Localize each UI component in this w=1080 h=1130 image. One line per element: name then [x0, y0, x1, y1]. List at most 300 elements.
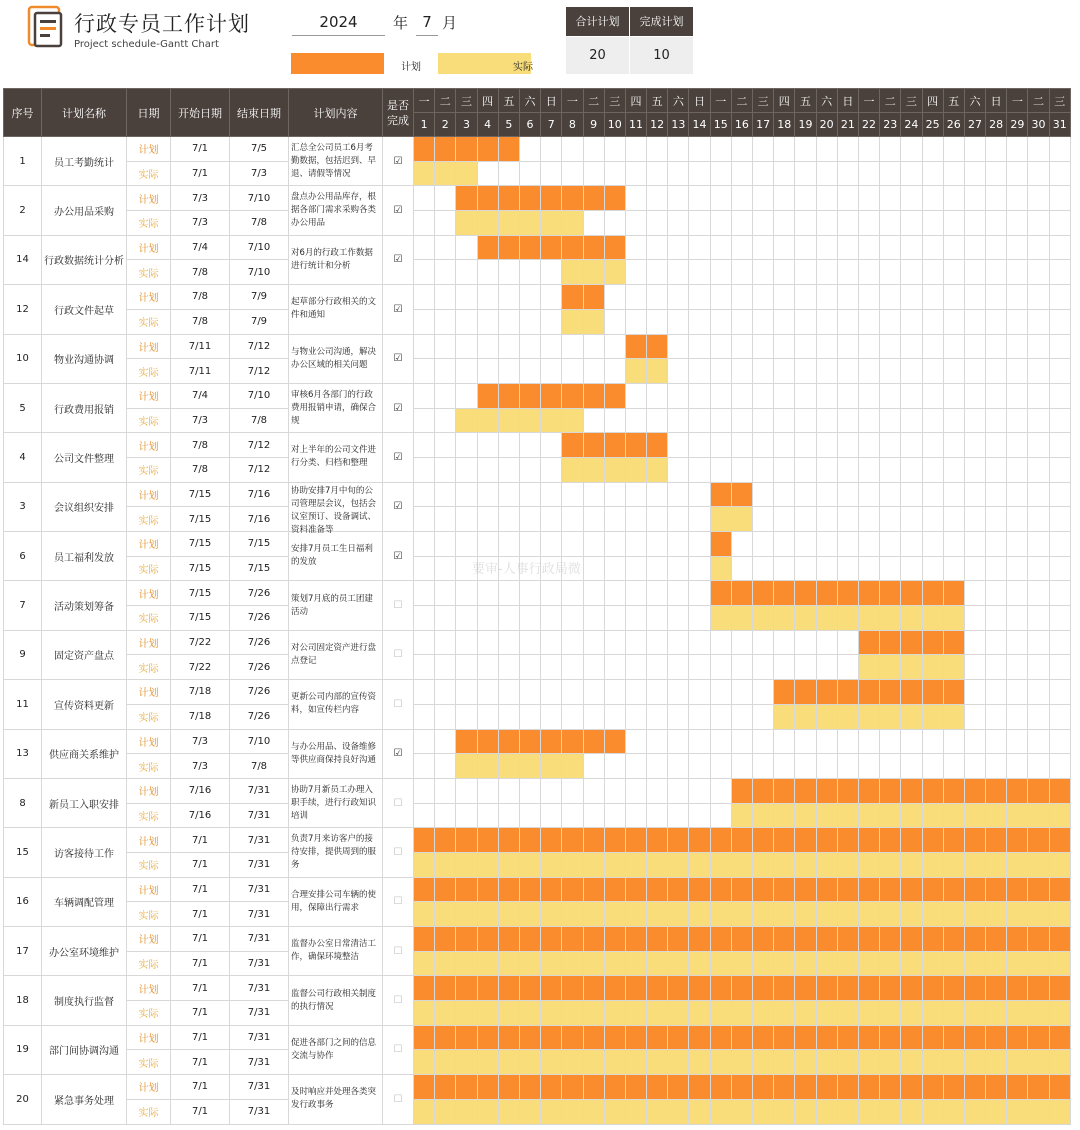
actual-day-cell: [795, 852, 816, 877]
actual-day-cell: [880, 1050, 901, 1075]
actual-day-cell: [858, 754, 879, 779]
year-field[interactable]: 2024: [292, 10, 385, 36]
actual-day-cell: [541, 211, 562, 236]
actual-end-date: 7/8: [230, 408, 289, 433]
plan-day-cell: [858, 828, 879, 853]
task-name: 员工考勤统计: [42, 137, 127, 186]
plan-day-cell: [625, 729, 646, 754]
actual-day-cell: [604, 408, 625, 433]
plan-day-cell: [795, 828, 816, 853]
actual-day-cell: [604, 951, 625, 976]
plan-day-cell: [604, 927, 625, 952]
plan-day-cell: [922, 1075, 943, 1100]
plan-day-cell: [414, 1025, 435, 1050]
plan-day-cell: [837, 186, 858, 211]
done-checkbox[interactable]: ☑: [383, 729, 414, 778]
task-seq: 2: [4, 186, 42, 235]
plan-day-cell: [710, 334, 731, 359]
plan-day-cell: [647, 976, 668, 1001]
actual-day-cell: [456, 951, 477, 976]
plan-day-cell: [541, 630, 562, 655]
weekday-header: 六: [519, 89, 540, 113]
plan-day-cell: [1049, 877, 1070, 902]
plan-day-cell: [562, 581, 583, 606]
actual-day-cell: [668, 754, 689, 779]
plan-day-cell: [880, 137, 901, 162]
actual-day-cell: [435, 1050, 456, 1075]
done-checkbox[interactable]: ☐: [383, 1025, 414, 1074]
actual-day-cell: [837, 655, 858, 680]
plan-day-cell: [435, 630, 456, 655]
plan-day-cell: [689, 285, 710, 310]
actual-label: 实际: [127, 704, 171, 729]
actual-day-cell: [837, 161, 858, 186]
plan-day-cell: [1028, 334, 1049, 359]
plan-start-date: 7/15: [171, 482, 230, 507]
actual-day-cell: [901, 309, 922, 334]
plan-day-cell: [519, 976, 540, 1001]
actual-day-cell: [604, 902, 625, 927]
plan-day-cell: [837, 334, 858, 359]
actual-day-cell: [710, 260, 731, 285]
actual-day-cell: [414, 457, 435, 482]
actual-label: 实际: [127, 457, 171, 482]
actual-day-cell: [816, 852, 837, 877]
actual-day-cell: [816, 161, 837, 186]
task-content-text: 合理安排公司车辆的使用，保障出行需求: [291, 889, 377, 913]
task-seq: 11: [4, 680, 42, 729]
actual-day-cell: [583, 408, 604, 433]
plan-day-cell: [816, 581, 837, 606]
plan-day-cell: [731, 285, 752, 310]
plan-day-cell: [986, 877, 1007, 902]
plan-day-cell: [880, 778, 901, 803]
actual-day-cell: [922, 408, 943, 433]
plan-start-date: 7/18: [171, 680, 230, 705]
plan-label: 计划: [127, 482, 171, 507]
task-seq: 7: [4, 581, 42, 630]
actual-day-cell: [986, 161, 1007, 186]
actual-day-cell: [1049, 1099, 1070, 1124]
done-checkbox[interactable]: ☑: [383, 532, 414, 581]
task-content: [289, 778, 383, 827]
done-checkbox[interactable]: ☐: [383, 1075, 414, 1124]
plan-day-cell: [689, 334, 710, 359]
plan-day-cell: [880, 235, 901, 260]
month-field[interactable]: 7: [416, 10, 438, 36]
plan-day-cell: [519, 334, 540, 359]
actual-day-cell: [774, 161, 795, 186]
done-checkbox[interactable]: ☐: [383, 828, 414, 877]
task-seq: 13: [4, 729, 42, 778]
plan-day-cell: [858, 235, 879, 260]
actual-day-cell: [689, 359, 710, 384]
actual-day-cell: [753, 260, 774, 285]
plan-day-cell: [964, 680, 985, 705]
done-checkbox[interactable]: ☑: [383, 433, 414, 482]
actual-day-cell: [795, 309, 816, 334]
actual-day-cell: [435, 556, 456, 581]
actual-day-cell: [964, 754, 985, 779]
actual-day-cell: [837, 852, 858, 877]
plan-start-date: 7/4: [171, 235, 230, 260]
plan-day-cell: [414, 235, 435, 260]
plan-day-cell: [562, 235, 583, 260]
plan-day-cell: [689, 581, 710, 606]
actual-day-cell: [816, 1099, 837, 1124]
plan-day-cell: [583, 1075, 604, 1100]
actual-day-cell: [880, 260, 901, 285]
plan-day-cell: [731, 828, 752, 853]
plan-day-cell: [668, 235, 689, 260]
plan-day-cell: [625, 877, 646, 902]
plan-day-cell: [710, 680, 731, 705]
actual-day-cell: [922, 556, 943, 581]
legend-plan-label: 计划: [401, 62, 421, 73]
actual-day-cell: [414, 556, 435, 581]
done-checkbox[interactable]: ☐: [383, 976, 414, 1025]
plan-day-cell: [1007, 383, 1028, 408]
plan-day-cell: [625, 334, 646, 359]
actual-day-cell: [647, 161, 668, 186]
plan-day-cell: [774, 680, 795, 705]
day-header: 10: [604, 113, 625, 137]
plan-day-cell: [1049, 630, 1070, 655]
plan-day-cell: [498, 680, 519, 705]
actual-day-cell: [456, 852, 477, 877]
plan-day-cell: [562, 137, 583, 162]
weekday-header: 五: [647, 89, 668, 113]
plan-day-cell: [477, 927, 498, 952]
actual-day-cell: [456, 309, 477, 334]
task-content: [289, 532, 383, 581]
plan-day-cell: [731, 137, 752, 162]
actual-day-cell: [583, 902, 604, 927]
done-checkbox[interactable]: ☑: [383, 334, 414, 383]
plan-start-date: 7/8: [171, 433, 230, 458]
plan-day-cell: [604, 235, 625, 260]
task-row-plan: [4, 877, 1071, 902]
plan-day-cell: [922, 235, 943, 260]
actual-day-cell: [604, 457, 625, 482]
actual-day-cell: [774, 1050, 795, 1075]
actual-day-cell: [816, 211, 837, 236]
plan-day-cell: [456, 532, 477, 557]
plan-day-cell: [583, 828, 604, 853]
actual-day-cell: [604, 1099, 625, 1124]
plan-day-cell: [519, 877, 540, 902]
actual-day-cell: [731, 457, 752, 482]
done-checkbox[interactable]: ☐: [383, 877, 414, 926]
plan-day-cell: [604, 828, 625, 853]
actual-end-date: 7/3: [230, 161, 289, 186]
plan-day-cell: [774, 1075, 795, 1100]
actual-day-cell: [710, 556, 731, 581]
actual-day-cell: [1028, 852, 1049, 877]
actual-day-cell: [562, 507, 583, 532]
done-checkbox[interactable]: ☑: [383, 482, 414, 531]
actual-end-date: 7/31: [230, 951, 289, 976]
plan-day-cell: [880, 433, 901, 458]
actual-day-cell: [795, 161, 816, 186]
actual-day-cell: [858, 704, 879, 729]
actual-day-cell: [541, 309, 562, 334]
plan-day-cell: [964, 927, 985, 952]
plan-day-cell: [647, 877, 668, 902]
plan-day-cell: [774, 828, 795, 853]
actual-day-cell: [774, 507, 795, 532]
plan-day-cell: [964, 383, 985, 408]
actual-day-cell: [880, 902, 901, 927]
plan-day-cell: [519, 630, 540, 655]
plan-day-cell: [583, 235, 604, 260]
actual-start-date: 7/16: [171, 803, 230, 828]
plan-day-cell: [1007, 630, 1028, 655]
plan-day-cell: [647, 334, 668, 359]
done-checkbox[interactable]: ☑: [383, 186, 414, 235]
plan-day-cell: [625, 828, 646, 853]
plan-day-cell: [1007, 334, 1028, 359]
plan-day-cell: [943, 334, 964, 359]
plan-day-cell: [922, 433, 943, 458]
plan-day-cell: [625, 482, 646, 507]
plan-day-cell: [604, 778, 625, 803]
actual-day-cell: [1049, 606, 1070, 631]
plan-day-cell: [774, 383, 795, 408]
plan-day-cell: [625, 137, 646, 162]
plan-day-cell: [689, 137, 710, 162]
plan-day-cell: [710, 482, 731, 507]
plan-day-cell: [583, 532, 604, 557]
actual-day-cell: [964, 556, 985, 581]
task-content-text: 与办公用品、设备维修等供应商保持良好沟通: [291, 741, 377, 765]
actual-day-cell: [498, 457, 519, 482]
actual-label: 实际: [127, 408, 171, 433]
task-content-text: 安排7月员工生日福利的发放: [291, 544, 373, 568]
plan-day-cell: [414, 1075, 435, 1100]
task-content: [289, 877, 383, 926]
plan-day-cell: [731, 383, 752, 408]
actual-day-cell: [498, 754, 519, 779]
actual-start-date: 7/22: [171, 655, 230, 680]
plan-end-date: 7/15: [230, 532, 289, 557]
plan-end-date: 7/12: [230, 433, 289, 458]
task-content-text: 起草部分行政相关的文件和通知: [291, 297, 377, 321]
actual-day-cell: [964, 260, 985, 285]
weekday-header: 三: [604, 89, 625, 113]
task-row-actual: [4, 754, 1071, 779]
plan-day-cell: [901, 927, 922, 952]
weekday-header: 六: [964, 89, 985, 113]
actual-day-cell: [795, 803, 816, 828]
actual-day-cell: [498, 211, 519, 236]
plan-day-cell: [986, 630, 1007, 655]
plan-day-cell: [795, 482, 816, 507]
actual-day-cell: [774, 211, 795, 236]
actual-day-cell: [1007, 655, 1028, 680]
actual-day-cell: [477, 951, 498, 976]
plan-day-cell: [541, 1075, 562, 1100]
plan-day-cell: [625, 1025, 646, 1050]
actual-day-cell: [964, 457, 985, 482]
actual-day-cell: [689, 754, 710, 779]
actual-label: 实际: [127, 1099, 171, 1124]
actual-day-cell: [498, 309, 519, 334]
actual-day-cell: [625, 309, 646, 334]
plan-day-cell: [943, 927, 964, 952]
actual-day-cell: [477, 1001, 498, 1026]
plan-day-cell: [1049, 186, 1070, 211]
plan-day-cell: [668, 1075, 689, 1100]
done-checkbox[interactable]: ☐: [383, 680, 414, 729]
actual-day-cell: [753, 211, 774, 236]
plan-day-cell: [795, 334, 816, 359]
plan-day-cell: [816, 630, 837, 655]
actual-day-cell: [858, 902, 879, 927]
done-checkbox[interactable]: ☐: [383, 927, 414, 976]
plan-day-cell: [519, 285, 540, 310]
actual-day-cell: [625, 408, 646, 433]
actual-day-cell: [647, 211, 668, 236]
actual-day-cell: [837, 1050, 858, 1075]
task-content: [289, 285, 383, 334]
plan-day-cell: [647, 186, 668, 211]
plan-day-cell: [498, 729, 519, 754]
actual-day-cell: [435, 161, 456, 186]
day-header: 7: [541, 113, 562, 137]
done-checkbox[interactable]: ☐: [383, 630, 414, 679]
actual-day-cell: [795, 408, 816, 433]
day-header: 2: [435, 113, 456, 137]
plan-day-cell: [837, 581, 858, 606]
actual-day-cell: [753, 902, 774, 927]
plan-day-cell: [1028, 828, 1049, 853]
plan-day-cell: [943, 1075, 964, 1100]
plan-day-cell: [456, 1075, 477, 1100]
actual-day-cell: [795, 1099, 816, 1124]
done-checkbox[interactable]: ☐: [383, 778, 414, 827]
plan-day-cell: [901, 1025, 922, 1050]
plan-day-cell: [477, 877, 498, 902]
plan-day-cell: [986, 680, 1007, 705]
actual-day-cell: [795, 1001, 816, 1026]
plan-day-cell: [774, 976, 795, 1001]
plan-end-date: 7/10: [230, 186, 289, 211]
actual-day-cell: [710, 606, 731, 631]
plan-end-date: 7/31: [230, 1075, 289, 1100]
actual-day-cell: [837, 754, 858, 779]
actual-day-cell: [858, 606, 879, 631]
plan-day-cell: [1049, 235, 1070, 260]
plan-day-cell: [753, 482, 774, 507]
plan-day-cell: [901, 1075, 922, 1100]
actual-day-cell: [731, 359, 752, 384]
day-header: 31: [1049, 113, 1070, 137]
plan-day-cell: [922, 680, 943, 705]
plan-day-cell: [456, 433, 477, 458]
actual-day-cell: [456, 754, 477, 779]
plan-day-cell: [837, 828, 858, 853]
plan-day-cell: [562, 1075, 583, 1100]
actual-day-cell: [477, 556, 498, 581]
actual-day-cell: [414, 161, 435, 186]
actual-day-cell: [668, 704, 689, 729]
actual-day-cell: [774, 951, 795, 976]
plan-day-cell: [456, 877, 477, 902]
done-checkbox[interactable]: ☑: [383, 235, 414, 284]
actual-day-cell: [986, 606, 1007, 631]
plan-day-cell: [880, 1075, 901, 1100]
plan-day-cell: [986, 285, 1007, 310]
plan-day-cell: [519, 383, 540, 408]
actual-day-cell: [731, 1050, 752, 1075]
plan-day-cell: [795, 137, 816, 162]
actual-day-cell: [774, 704, 795, 729]
day-header: 3: [456, 113, 477, 137]
actual-day-cell: [858, 211, 879, 236]
plan-day-cell: [858, 383, 879, 408]
done-checkbox[interactable]: ☑: [383, 383, 414, 432]
plan-day-cell: [435, 927, 456, 952]
plan-day-cell: [562, 186, 583, 211]
plan-day-cell: [964, 482, 985, 507]
actual-day-cell: [689, 606, 710, 631]
actual-day-cell: [1028, 902, 1049, 927]
done-checkbox[interactable]: ☑: [383, 285, 414, 334]
actual-day-cell: [731, 1001, 752, 1026]
actual-day-cell: [731, 309, 752, 334]
actual-day-cell: [519, 309, 540, 334]
actual-day-cell: [922, 1001, 943, 1026]
task-content: [289, 1025, 383, 1074]
actual-day-cell: [710, 655, 731, 680]
plan-day-cell: [964, 1025, 985, 1050]
plan-day-cell: [964, 235, 985, 260]
actual-day-cell: [880, 606, 901, 631]
task-row-plan: [4, 927, 1071, 952]
actual-day-cell: [583, 211, 604, 236]
watermark: 要审-人事行政局微: [472, 562, 581, 577]
actual-label: 实际: [127, 507, 171, 532]
plan-day-cell: [753, 383, 774, 408]
plan-day-cell: [647, 137, 668, 162]
actual-start-date: 7/8: [171, 260, 230, 285]
plan-day-cell: [816, 482, 837, 507]
task-row-actual: [4, 457, 1071, 482]
done-checkbox[interactable]: ☑: [383, 137, 414, 186]
plan-day-cell: [816, 828, 837, 853]
actual-day-cell: [625, 803, 646, 828]
actual-day-cell: [604, 507, 625, 532]
actual-day-cell: [1049, 803, 1070, 828]
weekday-header: 日: [541, 89, 562, 113]
plan-day-cell: [477, 482, 498, 507]
plan-day-cell: [668, 778, 689, 803]
actual-day-cell: [1007, 260, 1028, 285]
done-checkbox[interactable]: ☐: [383, 581, 414, 630]
plan-day-cell: [583, 630, 604, 655]
day-header: 15: [710, 113, 731, 137]
task-seq: 14: [4, 235, 42, 284]
actual-day-cell: [880, 408, 901, 433]
actual-day-cell: [583, 754, 604, 779]
actual-day-cell: [689, 1001, 710, 1026]
plan-day-cell: [477, 137, 498, 162]
plan-day-cell: [943, 680, 964, 705]
actual-day-cell: [1007, 359, 1028, 384]
plan-day-cell: [858, 334, 879, 359]
task-content-text: 更新公司内部的宣传资料，如宣传栏内容: [291, 692, 377, 716]
